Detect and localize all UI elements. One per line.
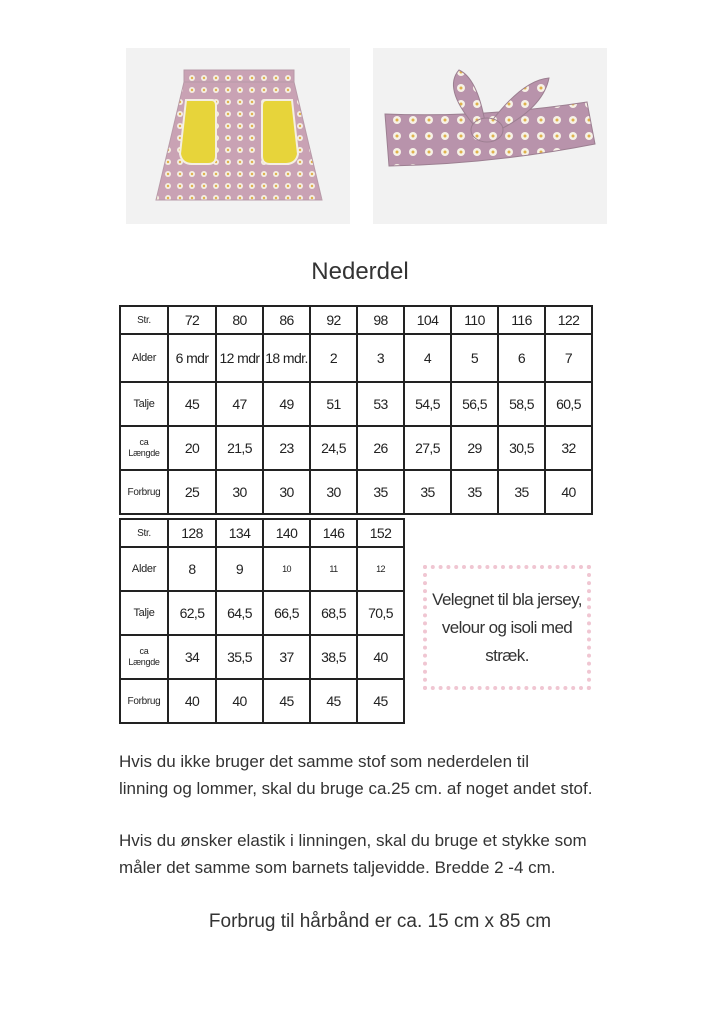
table-cell: 37 bbox=[263, 635, 310, 679]
table-cell: 10 bbox=[263, 547, 310, 591]
table-cell: 6 mdr bbox=[168, 334, 216, 382]
table-cell: 35 bbox=[451, 470, 498, 514]
row-label: Talje bbox=[120, 591, 168, 635]
table-row-waist bbox=[120, 591, 404, 635]
elastic-paragraph bbox=[119, 827, 699, 881]
header-cell: 104 bbox=[404, 306, 451, 334]
table-cell: 2 bbox=[310, 334, 357, 382]
table-cell: 26 bbox=[357, 426, 404, 470]
table-row-age bbox=[120, 334, 592, 382]
headband-photo bbox=[373, 48, 607, 224]
table-row-size bbox=[120, 519, 404, 547]
header-cell: 134 bbox=[216, 519, 263, 547]
table-cell: 51 bbox=[310, 382, 357, 426]
table-cell: 66,5 bbox=[263, 591, 310, 635]
table-cell: 18 mdr. bbox=[263, 334, 310, 382]
table-cell: 45 bbox=[263, 679, 310, 723]
table-cell: 34 bbox=[168, 635, 216, 679]
table-cell: 56,5 bbox=[451, 382, 498, 426]
header-cell: 92 bbox=[310, 306, 357, 334]
header-cell: 110 bbox=[451, 306, 498, 334]
table-cell: 49 bbox=[263, 382, 310, 426]
table-row-size bbox=[120, 306, 592, 334]
fabric-note-box bbox=[423, 565, 591, 690]
table-cell: 38,5 bbox=[310, 635, 357, 679]
table-cell: 35 bbox=[498, 470, 545, 514]
table-cell: 8 bbox=[168, 547, 216, 591]
table-cell: 30,5 bbox=[498, 426, 545, 470]
table-cell: 6 bbox=[498, 334, 545, 382]
header-cell: 72 bbox=[168, 306, 216, 334]
row-label: Forbrug bbox=[120, 679, 168, 723]
table-cell: 60,5 bbox=[545, 382, 592, 426]
table-cell: 11 bbox=[310, 547, 357, 591]
table-cell: 64,5 bbox=[216, 591, 263, 635]
table-cell: 68,5 bbox=[310, 591, 357, 635]
table-cell: 45 bbox=[357, 679, 404, 723]
paragraph-line: linning og lommer, skal du bruge ca.25 cm. af noget andet stof. bbox=[119, 779, 593, 798]
table-cell: 3 bbox=[357, 334, 404, 382]
table-cell: 45 bbox=[310, 679, 357, 723]
table-row-consumption bbox=[120, 470, 592, 514]
page-title: Nederdel bbox=[311, 258, 409, 285]
table-cell: 35 bbox=[404, 470, 451, 514]
table-cell: 25 bbox=[168, 470, 216, 514]
table-cell: 45 bbox=[168, 382, 216, 426]
table-cell: 70,5 bbox=[357, 591, 404, 635]
row-label: Talje bbox=[120, 382, 168, 426]
table-cell: 12 bbox=[357, 547, 404, 591]
table-cell: 5 bbox=[451, 334, 498, 382]
fabric-note-text: Velegnet til bla jersey, velour og isoli med stræk. bbox=[432, 589, 582, 665]
table-cell: 24,5 bbox=[310, 426, 357, 470]
table-cell: 47 bbox=[216, 382, 263, 426]
table-row-waist bbox=[120, 382, 592, 426]
header-cell: 128 bbox=[168, 519, 216, 547]
row-label: ca Længde bbox=[120, 426, 168, 470]
table-row-length bbox=[120, 635, 404, 679]
table-cell: 35 bbox=[357, 470, 404, 514]
paragraph-line: Hvis du ønsker elastik i linningen, skal du bruge et stykke som bbox=[119, 831, 587, 850]
header-cell: 140 bbox=[263, 519, 310, 547]
header-cell: 122 bbox=[545, 306, 592, 334]
lining-paragraph bbox=[119, 748, 699, 802]
table-cell: 40 bbox=[216, 679, 263, 723]
table-cell: 12 mdr bbox=[216, 334, 263, 382]
row-label: Forbrug bbox=[120, 470, 168, 514]
table-cell: 40 bbox=[545, 470, 592, 514]
paragraph-line: måler det samme som barnets taljevidde. Bredde 2 -4 cm. bbox=[119, 858, 556, 877]
table-cell: 40 bbox=[357, 635, 404, 679]
header-cell: Str. bbox=[120, 306, 168, 334]
table-cell: 20 bbox=[168, 426, 216, 470]
table-cell: 23 bbox=[263, 426, 310, 470]
header-cell: 116 bbox=[498, 306, 545, 334]
header-cell: 146 bbox=[310, 519, 357, 547]
table-cell: 35,5 bbox=[216, 635, 263, 679]
skirt-photo bbox=[126, 48, 350, 224]
table-cell: 30 bbox=[216, 470, 263, 514]
size-table-1 bbox=[119, 305, 593, 515]
table-row-consumption bbox=[120, 679, 404, 723]
table-cell: 27,5 bbox=[404, 426, 451, 470]
paragraph-line: Hvis du ikke bruger det samme stof som nederdelen til bbox=[119, 752, 530, 771]
table-cell: 54,5 bbox=[404, 382, 451, 426]
table-cell: 7 bbox=[545, 334, 592, 382]
header-cell: 152 bbox=[357, 519, 404, 547]
row-label: ca Længde bbox=[120, 635, 168, 679]
skirt-illustration bbox=[126, 48, 350, 224]
size-table-2 bbox=[119, 518, 405, 724]
table-row-length bbox=[120, 426, 592, 470]
table-cell: 4 bbox=[404, 334, 451, 382]
table-cell: 53 bbox=[357, 382, 404, 426]
table-cell: 29 bbox=[451, 426, 498, 470]
table-cell: 21,5 bbox=[216, 426, 263, 470]
table-cell: 30 bbox=[263, 470, 310, 514]
table-cell: 32 bbox=[545, 426, 592, 470]
table-cell: 9 bbox=[216, 547, 263, 591]
table-cell: 58,5 bbox=[498, 382, 545, 426]
table-cell: 40 bbox=[168, 679, 216, 723]
table-cell: 30 bbox=[310, 470, 357, 514]
hairband-consumption-note: Forbrug til hårbånd er ca. 15 cm x 85 cm bbox=[208, 911, 552, 932]
row-label: Alder bbox=[120, 547, 168, 591]
table-row-age bbox=[120, 547, 404, 591]
header-cell: 98 bbox=[357, 306, 404, 334]
headband-illustration bbox=[373, 48, 607, 224]
header-cell: 86 bbox=[263, 306, 310, 334]
header-cell: 80 bbox=[216, 306, 263, 334]
row-label: Alder bbox=[120, 334, 168, 382]
table-cell: 62,5 bbox=[168, 591, 216, 635]
header-cell: Str. bbox=[120, 519, 168, 547]
